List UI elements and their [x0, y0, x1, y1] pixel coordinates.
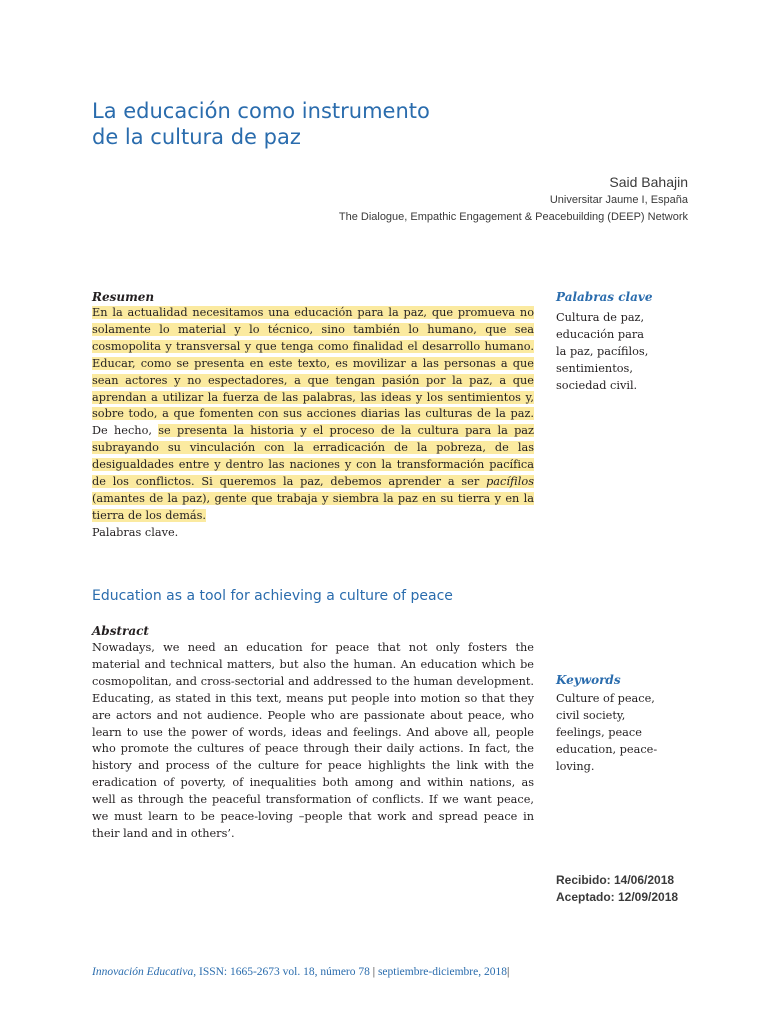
highlighted-italic-text: pacífilos: [486, 475, 534, 489]
author-affiliation-2: The Dialogue, Empathic Engagement & Peacebuilding (DEEP) Network: [338, 211, 688, 223]
dates-block: [556, 872, 678, 906]
author-affiliation-1: Universitar Jaume I, España: [549, 194, 688, 206]
resumen-heading: Resumen: [92, 290, 155, 304]
keyword-line: loving.: [556, 760, 595, 773]
palabras-clave-trailing: Palabras clave.: [92, 525, 179, 539]
keyword-line: educación para: [556, 328, 644, 341]
keyword-line: Culture of peace,: [556, 692, 655, 705]
keyword-line: sentimientos,: [556, 362, 633, 375]
journal-name: Innovación Educativa: [92, 966, 194, 978]
keyword-line: la paz, pacífilos,: [556, 345, 649, 358]
article-title: [92, 98, 552, 150]
author-block: [339, 172, 688, 226]
highlighted-text: (amantes de la paz), gente que trabaja y siembra la paz en su tierra y en la tierra de los demás.: [92, 491, 534, 522]
palabras-clave-label: Palabras clave: [556, 290, 653, 304]
abstract-paragraph: Nowadays, we need an education for peace that not only fosters the material and technical matters, but also the human. An education which be cosmopolitan, and cross-sectorial and addressed to the human development. Educating, as stated in this text, means put people into motion so that they are actors and not audience. People who are passionate about peace, who learn to use the power of words, ideas and feelings. And above all, people who promote the cultures of peace through their daily actions. In fact, the history and process of the culture for peace highlights the link with the eradication of poverty, of inequalities both among and within nations, as well as through the peaceful transformation of conflicts. If we want peace, we must learn to be peace-loving –people that work and spread peace in their land and in others’.: [92, 641, 534, 840]
keyword-line: sociedad civil.: [556, 379, 638, 392]
page-footer: [92, 966, 509, 978]
highlighted-text: Educar, como se presenta en este texto, es movilizar a las personas a que sean actores y no espectadores, a que tengan pasión por la paz, a que aprendan a utilizar la fuerza de las palabras, las ideas y los sentimientos y, sobre todo, a que fomenten con sus acciones diarias las culturas de la paz.: [92, 356, 534, 421]
journal-period: septiembre-diciembre, 2018: [375, 966, 507, 978]
highlighted-text: En la actualidad necesitamos una educación para la paz, que promueva no solamente lo material y lo técnico, sino también lo humano, que sea cosmopolita y transversal y que tenga como finalidad el desarrollo humano.: [92, 306, 534, 353]
keyword-line: Cultura de paz,: [556, 311, 645, 324]
author-name: Said Bahajin: [609, 174, 688, 190]
journal-issn: , ISSN: 1665-2673 vol. 18, número 78: [193, 966, 373, 978]
keywords-label: Keywords: [556, 673, 621, 687]
footer-separator: |: [506, 966, 510, 978]
abstract-heading: Abstract: [92, 624, 149, 638]
palabras-clave-list: [556, 309, 686, 394]
keywords-list: [556, 690, 686, 775]
keyword-line: education, peace-: [556, 743, 658, 756]
keyword-line: civil society,: [556, 709, 626, 722]
title-line-2: de la cultura de paz: [92, 125, 301, 149]
footer-separator: |: [372, 966, 376, 978]
keyword-line: feelings, peace: [556, 726, 642, 739]
english-title: Education as a tool for achieving a culture of peace: [92, 588, 453, 604]
accepted-date: Aceptado: 12/09/2018: [556, 890, 679, 904]
title-line-1: La educación como instrumento: [92, 99, 430, 123]
plain-text: De hecho,: [92, 424, 159, 438]
received-date: Recibido: 14/06/2018: [556, 873, 675, 887]
highlighted-text: se presenta la historia y el proceso de la cultura para la paz subrayando su vinculación con la erradicación de la pobreza, de las desigualdades entre y dentro las naciones y con la transformación pacífica de los conflictos. Si queremos la paz, debemos aprender a ser: [92, 424, 534, 489]
resumen-paragraph: [92, 305, 534, 542]
